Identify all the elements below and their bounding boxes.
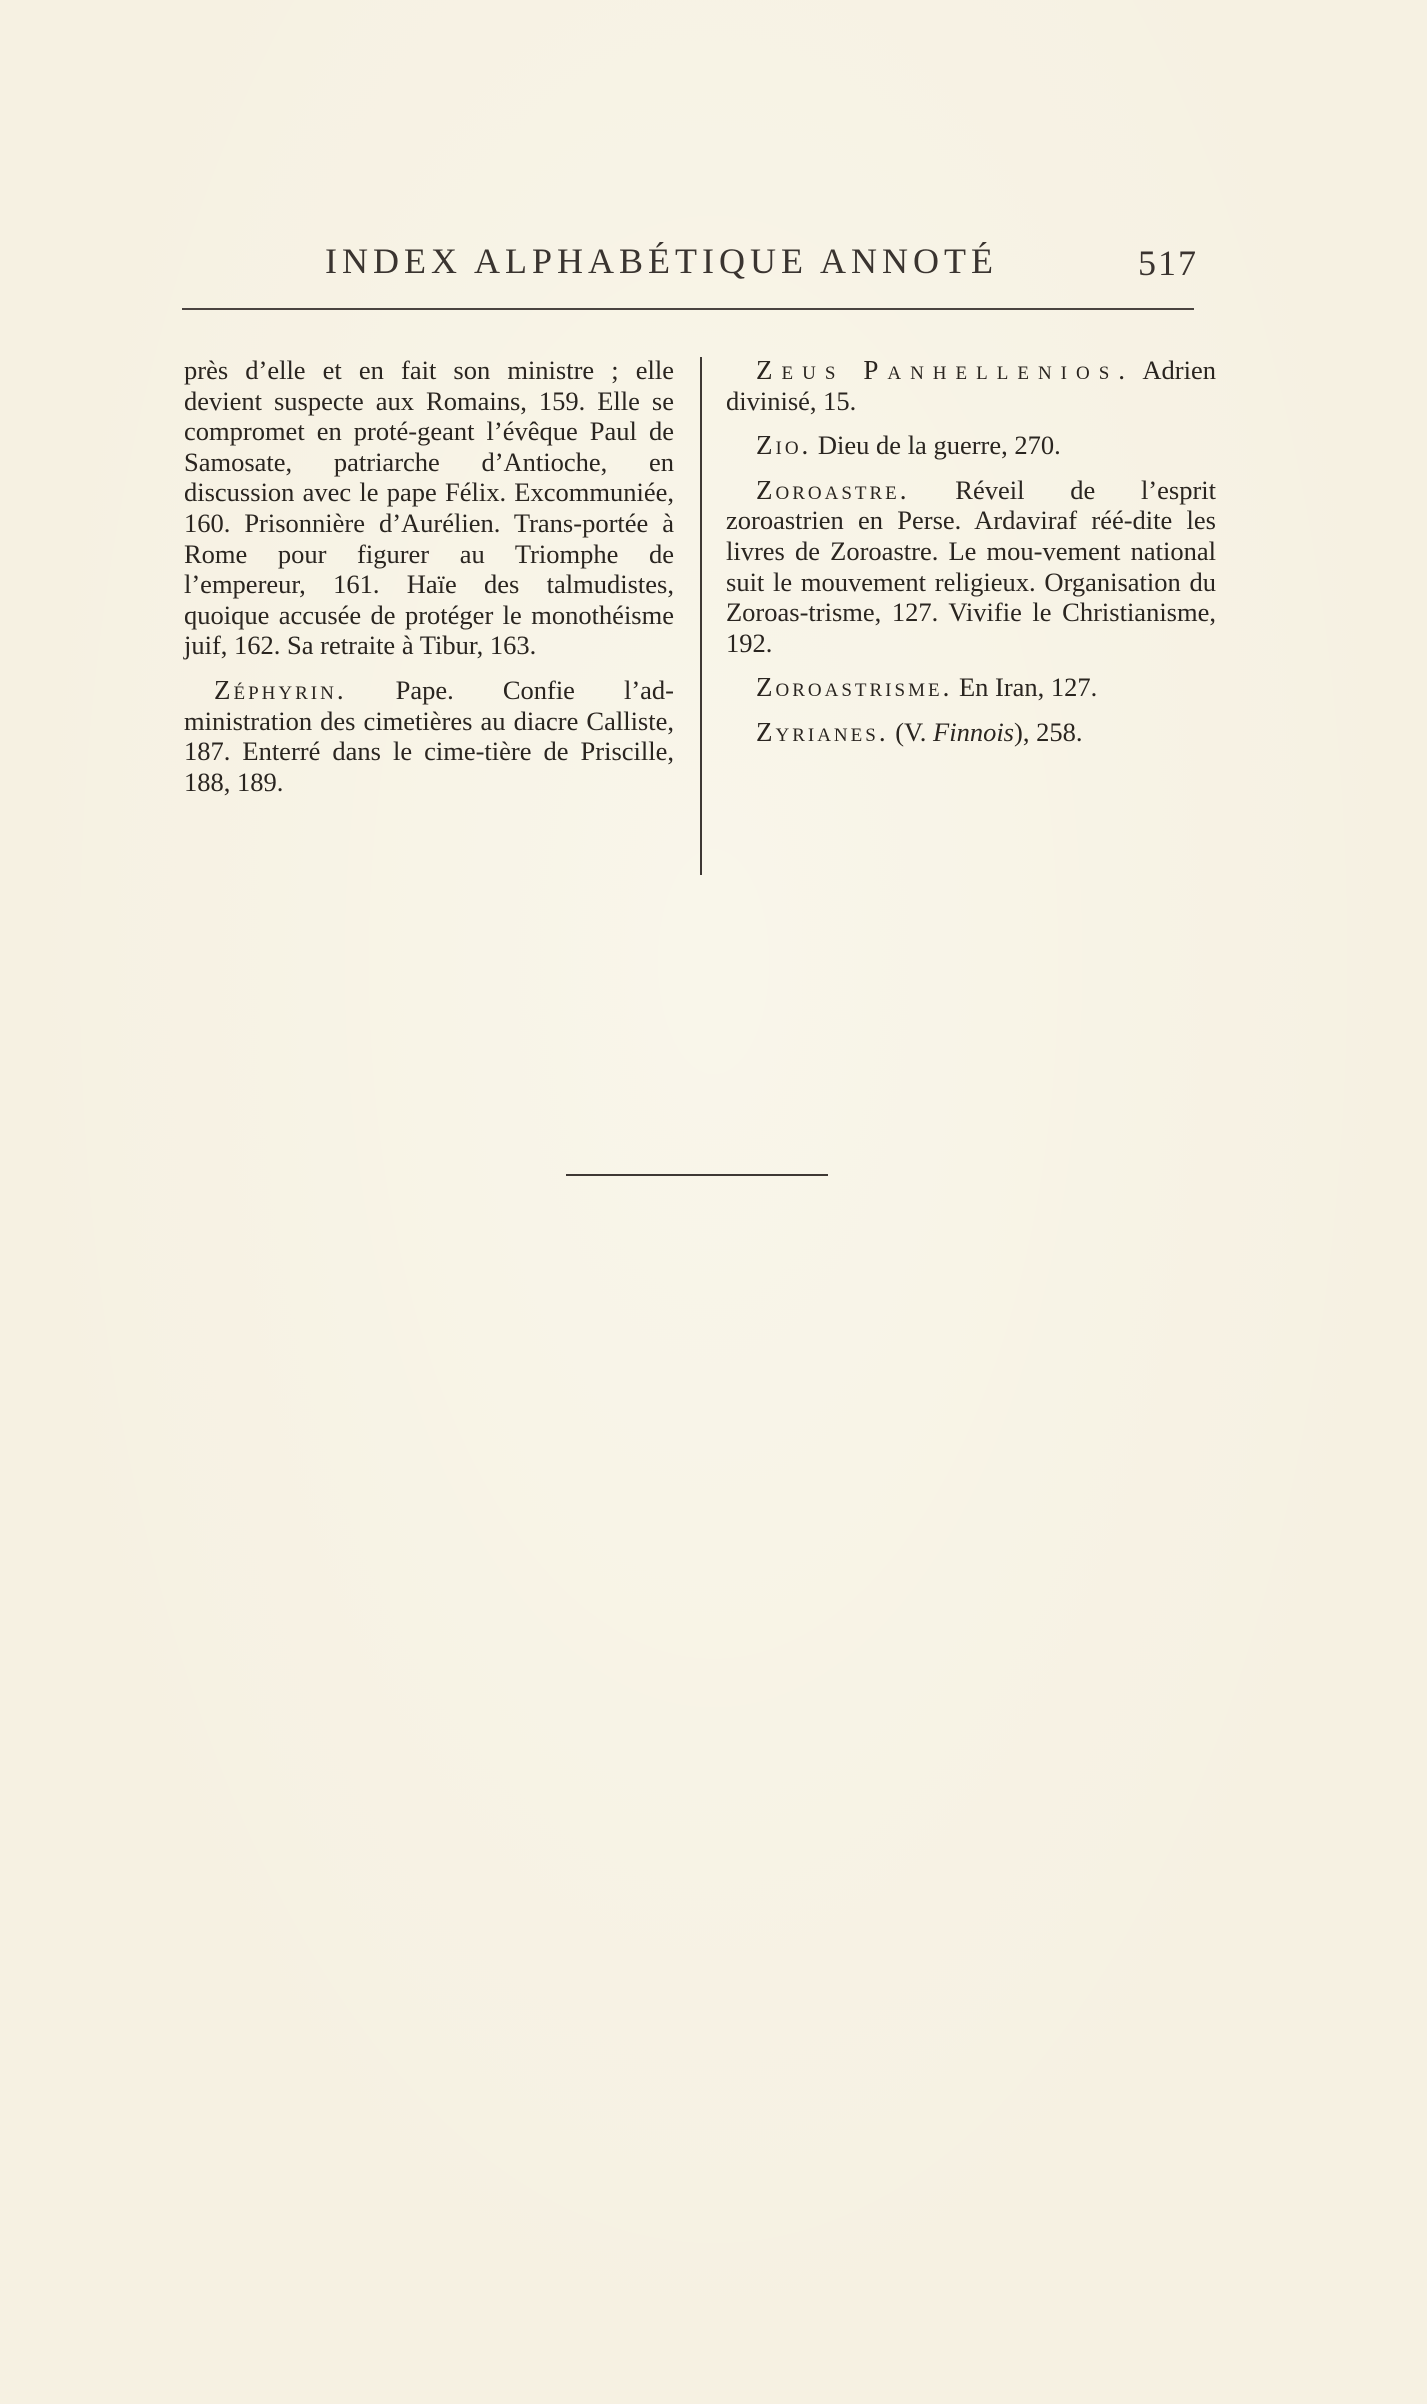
header-rule bbox=[182, 308, 1194, 310]
entry-headword: Zéphyrin. bbox=[214, 674, 347, 705]
entry-headword: Zeus Panhellenios. bbox=[756, 355, 1135, 385]
entry-text: Réveil de l’esprit zoroastrien en Perse. Ardaviraf réé-dite les livres de Zoroastre. Le mou-vement national suit le mouvement religieux. Organisation du Zoroas-trisme, 127. Vivifie le Christianisme, 192. bbox=[726, 474, 1217, 658]
left-column bbox=[184, 355, 674, 811]
entry-text: En Iran, 127. bbox=[958, 672, 1098, 703]
column-divider bbox=[700, 357, 702, 875]
right-column bbox=[726, 355, 1216, 762]
end-rule bbox=[566, 1174, 828, 1176]
entry-headword: Zoroastrisme. bbox=[756, 672, 953, 703]
continuation-entry bbox=[184, 355, 674, 661]
entry-text: Dieu de la guerre, 270. bbox=[817, 430, 1061, 461]
running-head bbox=[180, 240, 1210, 283]
entry-text: Pape. Confie l’ad-ministration des cimetières au diacre Calliste, 187. Enterré dans le cime-tière de Priscille, 188, 189. bbox=[184, 674, 674, 797]
index-entry-zyrianes bbox=[726, 717, 1216, 748]
index-entry-zio bbox=[726, 430, 1216, 461]
page-number: 517 bbox=[1138, 243, 1198, 283]
entry-text-after: ), 258. bbox=[1014, 716, 1083, 747]
entry-headword: Zio. bbox=[756, 430, 812, 461]
entry-text-before: (V. bbox=[895, 716, 927, 747]
index-entry-zoroastrisme bbox=[726, 672, 1216, 703]
entry-cross-reference: Finnois bbox=[933, 716, 1014, 747]
index-entry-zephyrin bbox=[184, 675, 674, 797]
entry-text: près d’elle et en fait son ministre ; elle devient suspecte aux Romains, 159. Elle se compromet en proté-geant l’évêque Paul de Samosate, patriarche d’Antioche, en discussion avec le pape Félix. Excommuniée, 160. Prisonnière d’Aurélien. Trans-portée à Rome pour figurer au Triomphe de l’empereur, 161. Haïe des talmudistes, quoique accusée de protéger le monothéisme juif, 162. Sa retraite à Tibur, 163. bbox=[184, 355, 674, 661]
index-entry-zeus-panhellenios bbox=[726, 355, 1216, 416]
entry-text: Adrien divinisé, 15. bbox=[726, 355, 1216, 416]
running-title: INDEX ALPHABÉTIQUE ANNOTÉ bbox=[325, 241, 998, 281]
entry-headword: Zoroastre. bbox=[756, 474, 910, 505]
entry-headword: Zyrianes. bbox=[756, 716, 889, 747]
index-entry-zoroastre bbox=[726, 475, 1216, 659]
